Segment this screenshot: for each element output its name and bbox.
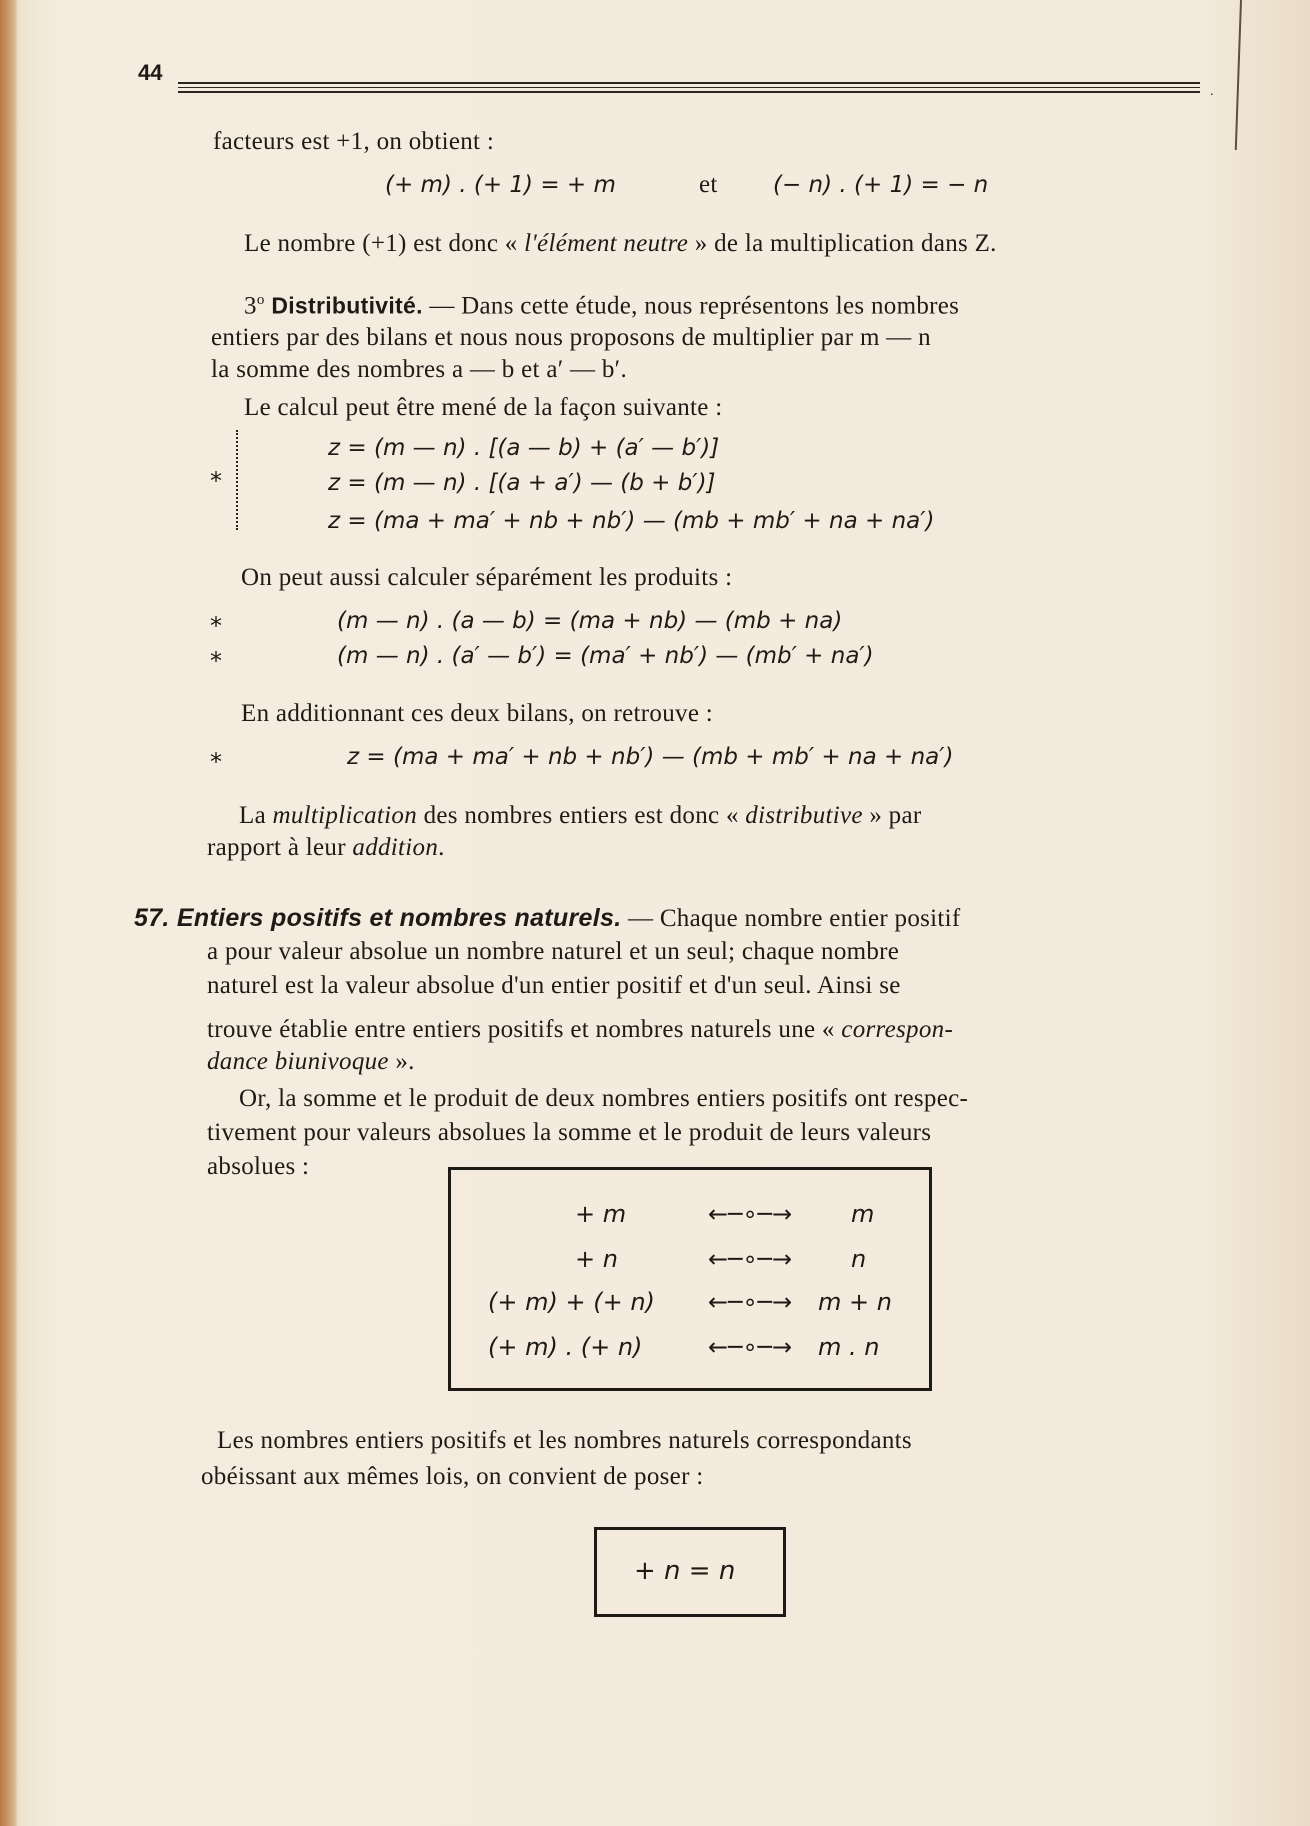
double-arrow-icon: ←─∘─→ (708, 1245, 793, 1273)
text-line: la somme des nombres a — b et a′ — b′. (211, 356, 628, 383)
text-line: Or, la somme et le produit de deux nombres entiers positifs ont respec- (239, 1085, 969, 1112)
text-line: tivement pour valeurs absolues la somme et le produit de leurs valeurs (207, 1119, 932, 1146)
double-arrow-icon: ←─∘─→ (708, 1200, 793, 1228)
text-line: absolues : (207, 1153, 310, 1180)
dotted-brace (236, 430, 241, 530)
text-line: obéissant aux mêmes lois, on convient de poser : (201, 1463, 704, 1490)
correspondence-left: + m (575, 1200, 627, 1228)
header-rule-dot: . (1210, 84, 1214, 99)
text-line: Le calcul peut être mené de la façon suivante : (244, 394, 723, 421)
section-heading-line: 3$^o$ Distributivité. — Dans cette étude, nous représentons les nombres (244, 292, 960, 320)
equation: z = (ma + ma′ + nb + nb′) — (mb + mb′ + na + na′) (347, 744, 954, 770)
text-line: et (699, 171, 718, 198)
text-line: Les nombres entiers positifs et les nombres naturels correspondants (217, 1427, 912, 1454)
asterisk-marker: * (210, 467, 222, 495)
equation: (m — n) . (a′ — b′) = (ma′ + nb′) — (mb′ + na′) (337, 643, 874, 669)
equation: z = (m — n) . [(a — b) + (a′ — b′)] (328, 435, 720, 461)
asterisk-marker: * (210, 647, 222, 675)
correspondence-left: (+ m) . (+ n) (488, 1333, 643, 1361)
correspondence-right: m (851, 1200, 875, 1228)
correspondence-right: m + n (818, 1288, 892, 1316)
correspondence-left: + n (575, 1245, 618, 1273)
header-rule (178, 82, 1200, 96)
book-binding (0, 0, 18, 1826)
text-line: En additionnant ces deux bilans, on retrouve : (241, 700, 714, 727)
text-line: facteurs est +1, on obtient : (213, 128, 495, 155)
text-line: On peut aussi calculer séparément les produits : (241, 564, 733, 591)
text-line: entiers par des bilans et nous nous proposons de multiplier par m — n (211, 324, 931, 351)
equation: (+ m) . (+ 1) = + m (385, 172, 616, 198)
equation: (m — n) . (a — b) = (ma + nb) — (mb + na) (337, 608, 843, 634)
text-line: La multiplication des nombres entiers est donc « distributive » par (239, 802, 922, 829)
definition-formula: + n = n (634, 1556, 736, 1586)
asterisk-marker: * (210, 748, 222, 776)
double-arrow-icon: ←─∘─→ (708, 1333, 793, 1361)
equation: (− n) . (+ 1) = − n (773, 172, 989, 198)
correspondence-left: (+ m) + (+ n) (488, 1288, 655, 1316)
double-arrow-icon: ←─∘─→ (708, 1288, 793, 1316)
text-line: a pour valeur absolue un nombre naturel et un seul; chaque nombre (207, 938, 900, 965)
text-line: rapport à leur addition. (207, 834, 445, 861)
asterisk-marker: * (210, 612, 222, 640)
equation: z = (ma + ma′ + nb + nb′) — (mb + mb′ + na + na′) (328, 508, 935, 534)
correspondence-right: m . n (818, 1333, 880, 1361)
text-line: Le nombre (+1) est donc « l'élément neutre » de la multiplication dans Z. (244, 230, 997, 257)
text-line: dance biunivoque ». (207, 1048, 415, 1075)
text-line: naturel est la valeur absolue d'un entier positif et d'un seul. Ainsi se (207, 972, 901, 999)
text-line: trouve établie entre entiers positifs et nombres naturels une « correspon- (207, 1016, 954, 1043)
section-heading-line: 57. Entiers positifs et nombres naturels. — Chaque nombre entier positif (134, 904, 961, 932)
equation: z = (m — n) . [(a + a′) — (b + b′)] (328, 470, 716, 496)
correspondence-right: n (851, 1245, 867, 1273)
page-number: 44 (138, 60, 163, 85)
